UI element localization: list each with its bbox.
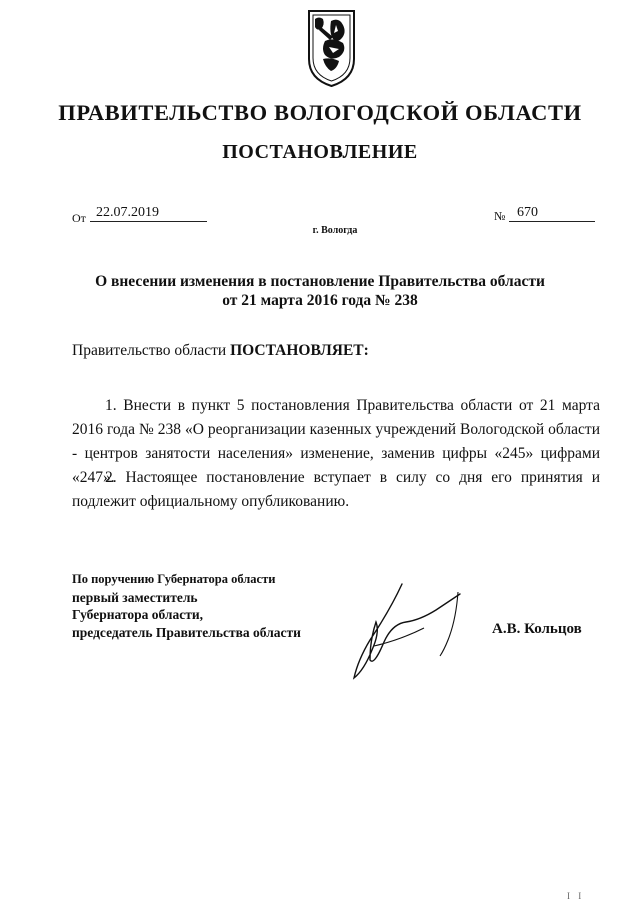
document-number: 670 [509,205,595,222]
date-label: От [72,211,86,225]
signature-block [72,571,301,641]
number-label: № [494,209,506,223]
document-subject [0,272,640,310]
footer-mark: I I [567,891,585,901]
coat-of-arms-emblem [303,7,360,89]
subject-line-2: от 21 марта 2016 года № 238 [222,292,418,309]
preamble-text: Правительство области [72,342,227,359]
signature-line-4: председатель Правительства области [72,624,301,640]
paragraph-2: 2. Настоящее постановление вступает в силу со дня его принятия и подлежит официальному опубликованию. [72,469,600,510]
government-title: ПРАВИТЕЛЬСТВО ВОЛОГОДСКОЙ ОБЛАСТИ [58,100,582,125]
document-type: ПОСТАНОВЛЕНИЕ [222,141,418,163]
paragraph-1: 1. Внести в пункт 5 постановления Правительства области от 21 марта 2016 года № 238 «О реорганизации казенных учреждений Вологодской области - центров занятости населения» изменение, заменив цифры «245» цифрами «247». [72,397,600,486]
signature-line-3: Губернатора области, [72,607,203,622]
preamble [72,342,369,360]
city: г. Вологда [312,225,358,236]
subject-line-1: О внесении изменения в постановление Правительства области [95,273,545,290]
signature-line-1: По поручению Губернатора области [72,572,276,586]
document-date: 22.07.2019 [90,205,207,222]
preamble-decree: ПОСТАНОВЛЯЕТ: [230,342,369,359]
handwritten-signature [340,580,480,690]
signature-line-2: первый заместитель [72,589,198,605]
signer-name: А.В. Кольцов [492,621,582,637]
